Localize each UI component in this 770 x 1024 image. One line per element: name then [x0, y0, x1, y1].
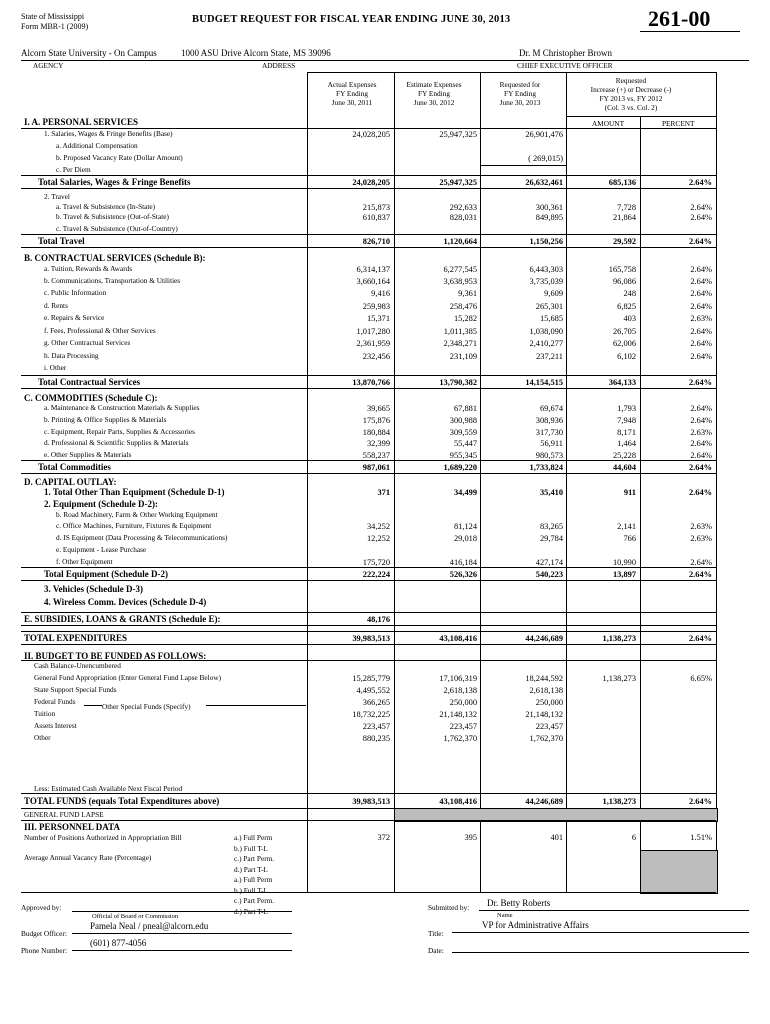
- row-value-c5: 2.64%: [688, 178, 712, 187]
- row-value-c1: 371: [377, 488, 390, 497]
- row-label: Total Travel: [38, 236, 85, 246]
- row-value-c5: 2.64%: [688, 378, 712, 387]
- row-value-c1: 15,285,779: [352, 674, 390, 683]
- row-rule: [21, 644, 716, 645]
- budget-officer-label: Budget Officer:: [21, 929, 67, 938]
- submitted-by-field[interactable]: [479, 898, 749, 911]
- row-label: c. Public Information: [44, 288, 107, 297]
- row-value-c2: 258,476: [449, 302, 477, 311]
- title-field[interactable]: [452, 920, 749, 933]
- total-funds-label: TOTAL FUNDS (equals Total Expenditures above): [24, 796, 220, 806]
- row-value-c3: 14,154,515: [525, 378, 563, 387]
- row-label: 1. Total Other Than Equipment (Schedule D-1): [44, 487, 225, 497]
- row-value-c4: 13,897: [612, 570, 636, 579]
- row-value-c2: 526,326: [449, 570, 477, 579]
- row-value-c4: 21,864: [612, 213, 636, 222]
- row-rule: [21, 625, 716, 626]
- row-value-c5: 2.64%: [690, 451, 712, 460]
- agency-address: 1000 ASU Drive Alcorn State, MS 39096: [181, 48, 331, 58]
- budget-officer-field[interactable]: [72, 921, 292, 934]
- row-value-c2: 828,031: [449, 213, 477, 222]
- row-value-c2: 25,947,325: [439, 178, 477, 187]
- row-value-c4: 1,138,273: [602, 634, 636, 643]
- row-value-c3: 849,895: [535, 213, 563, 222]
- row-value-c1: 15,371: [366, 314, 390, 323]
- grid-line: [566, 116, 716, 117]
- name-label: Name: [497, 912, 513, 919]
- row-value-c2: 2,348,271: [443, 339, 477, 348]
- vacancy-type: a.) Full Perm: [234, 875, 273, 884]
- address-label: ADDRESS: [262, 61, 296, 70]
- row-value-c1: 223,457: [362, 722, 390, 731]
- row-rule: [21, 188, 716, 189]
- grid-line: [716, 72, 717, 892]
- row-value-c4: 25,228: [612, 451, 636, 460]
- row-value-c4: 766: [623, 534, 636, 543]
- row-value-c1: 366,265: [362, 698, 390, 707]
- row-value-c5: 2.64%: [688, 463, 712, 472]
- row-value-c5: 2.64%: [690, 416, 712, 425]
- grid-line: [21, 793, 716, 794]
- row-label: I. A. PERSONAL SERVICES: [24, 117, 138, 127]
- positions-estimate: 395: [464, 833, 477, 842]
- row-value-c1: 1,017,280: [356, 327, 390, 336]
- col-change-header: Requested Increase (+) or Decrease (-) FY 2013 vs. FY 2012 (Col. 3 vs. Col. 2): [590, 76, 672, 112]
- row-value-c2: 250,000: [449, 698, 477, 707]
- row-value-c4: 248: [623, 289, 636, 298]
- row-rule: [21, 388, 716, 389]
- row-value-c1: 175,720: [362, 558, 390, 567]
- row-value-c2: 43,108,416: [439, 634, 477, 643]
- row-label: State Support Special Funds: [34, 685, 117, 694]
- row-rule: [21, 580, 716, 581]
- row-value-c3: 300,361: [535, 203, 563, 212]
- row-label: h. Data Processing: [44, 351, 99, 360]
- row-rule: [480, 165, 566, 166]
- row-value-c5: 2.63%: [690, 534, 712, 543]
- row-value-c1: 48,176: [366, 615, 390, 624]
- row-rule: [21, 175, 716, 176]
- row-value-c5: 2.64%: [690, 404, 712, 413]
- row-label: e. Other Supplies & Materials: [44, 450, 132, 459]
- row-value-c2: 1,011,385: [443, 327, 477, 336]
- agency-name: Alcorn State University - On Campus: [21, 48, 157, 58]
- row-value-c3: 1,150,256: [529, 237, 563, 246]
- row-value-c2: 300,988: [449, 416, 477, 425]
- row-value-c5: 2.64%: [690, 213, 712, 222]
- row-value-c1: 9,416: [371, 289, 390, 298]
- row-value-c3: 56,911: [540, 439, 563, 448]
- row-label: b. Travel & Subsistence (Out-of-State): [56, 212, 169, 221]
- row-value-c2: 21,148,132: [439, 710, 477, 719]
- grid-line: [21, 820, 716, 821]
- row-value-c2: 2,618,138: [443, 686, 477, 695]
- phone-value: (601) 877-4056: [90, 938, 147, 948]
- row-label: e. Equipment - Lease Purchase: [56, 545, 147, 554]
- row-value-c3: 18,244,592: [525, 674, 563, 683]
- row-value-c5: 2.63%: [690, 428, 712, 437]
- row-value-c1: 180,884: [362, 428, 390, 437]
- row-value-c2: 34,499: [453, 488, 477, 497]
- row-label: i. Other: [44, 363, 67, 372]
- row-value-c1: 18,732,225: [352, 710, 390, 719]
- row-value-c2: 25,947,325: [439, 130, 477, 139]
- row-value-c1: 24,028,205: [352, 130, 390, 139]
- row-value-c3: ( 269,015): [528, 154, 563, 163]
- less-cash-label: Less: Estimated Cash Available Next Fiscal Period: [34, 784, 183, 793]
- position-types: [234, 833, 274, 917]
- row-value-c5: 2.64%: [690, 302, 712, 311]
- row-label: a. Additional Compensation: [56, 141, 138, 150]
- row-label: b. Proposed Vacancy Rate (Dollar Amount): [56, 153, 183, 162]
- row-rule: [21, 375, 716, 376]
- row-label: 4. Wireless Comm. Devices (Schedule D-4): [44, 597, 207, 607]
- row-value-c1: 259,983: [362, 302, 390, 311]
- row-value-c2: 6,277,545: [443, 265, 477, 274]
- row-value-c1: 39,983,513: [352, 634, 390, 643]
- row-value-c5: 6.65%: [690, 674, 712, 683]
- col-amount-header: AMOUNT: [592, 119, 625, 128]
- row-label: Tuition: [34, 709, 56, 718]
- row-value-c4: 44,604: [612, 463, 636, 472]
- row-value-c1: 610,837: [362, 213, 390, 222]
- row-value-c4: 2,141: [617, 522, 636, 531]
- col-estimate-header: Estimate Expenses FY Ending June 30, 2012: [406, 80, 462, 107]
- row-value-c2: 955,345: [449, 451, 477, 460]
- date-field[interactable]: [452, 940, 749, 953]
- row-value-c2: 29,018: [453, 534, 477, 543]
- row-value-c3: 9,609: [544, 289, 563, 298]
- position-type: c.) Part Perm.: [234, 854, 275, 863]
- row-value-c2: 13,790,382: [439, 378, 477, 387]
- agency-label: AGENCY: [33, 61, 64, 70]
- row-label: E. SUBSIDIES, LOANS & GRANTS (Schedule E):: [24, 614, 221, 624]
- row-value-c3: 1,038,090: [529, 327, 563, 336]
- row-value-c4: 911: [623, 488, 636, 497]
- row-value-c2: 1,689,220: [443, 463, 477, 472]
- positions-actual: 372: [377, 833, 390, 842]
- budget-officer-value: Pamela Neal / pneal@alcorn.edu: [90, 921, 209, 931]
- row-value-c3: 308,936: [535, 416, 563, 425]
- row-value-c5: 2.64%: [690, 265, 712, 274]
- row-value-c1: 987,061: [362, 463, 390, 472]
- row-value-c3: 29,784: [539, 534, 563, 543]
- row-label: Total Commodities: [38, 462, 111, 472]
- row-value-c4: 8,171: [617, 428, 636, 437]
- row-rule: [21, 660, 716, 661]
- grid-line: [307, 72, 716, 73]
- form-number: Form MBR-1 (2009): [21, 22, 89, 31]
- row-label: b. Communications, Transportation & Utilities: [44, 276, 181, 285]
- header-rule: [21, 60, 749, 61]
- col-percent-header: PERCENT: [662, 119, 695, 128]
- row-value-c5: 2.63%: [690, 522, 712, 531]
- row-value-c4: 403: [623, 314, 636, 323]
- row-value-c5: 2.64%: [688, 488, 712, 497]
- row-label: 3. Vehicles (Schedule D-3): [44, 584, 143, 594]
- grid-line: [480, 72, 481, 892]
- row-label: Assets Interest: [34, 721, 77, 730]
- row-value-c3: 540,223: [535, 570, 563, 579]
- row-value-c3: 237,211: [536, 352, 563, 361]
- row-label: Total Equipment (Schedule D-2): [44, 569, 168, 579]
- row-label: g. Other Contractual Services: [44, 338, 131, 347]
- row-value-c1: 3,660,164: [356, 277, 390, 286]
- row-label: d. IS Equipment (Data Processing & Telecommunications): [56, 533, 228, 542]
- row-value-c1: 880,235: [362, 734, 390, 743]
- row-label: b. Printing & Office Supplies & Materials: [44, 415, 167, 424]
- row-value-c3: 250,000: [535, 698, 563, 707]
- row-value-c2: 223,457: [449, 722, 477, 731]
- vacancy-label: Average Annual Vacancy Rate (Percentage): [24, 853, 152, 862]
- ceo-name: Dr. M Christopher Brown: [519, 48, 612, 58]
- row-value-c1: 232,456: [362, 352, 390, 361]
- row-value-c3: 2,618,138: [529, 686, 563, 695]
- grid-line: [307, 72, 308, 892]
- row-label: e. Repairs & Service: [44, 313, 105, 322]
- row-rule: [21, 234, 716, 235]
- positions-percent: 1.51%: [690, 833, 712, 842]
- row-value-c4: 1,793: [617, 404, 636, 413]
- row-label: C. COMMODITIES (Schedule C):: [24, 393, 158, 403]
- row-value-c5: 2.64%: [688, 570, 712, 579]
- row-value-c3: 317,730: [535, 428, 563, 437]
- row-value-c2: 15,282: [453, 314, 477, 323]
- submitted-by-value: Dr. Betty Roberts: [487, 898, 551, 908]
- row-value-c3: 223,457: [535, 722, 563, 731]
- row-value-c2: 9,361: [458, 289, 477, 298]
- row-label: D. CAPITAL OUTLAY:: [24, 477, 117, 487]
- row-label: d. Rents: [44, 301, 68, 310]
- row-value-c2: 1,120,664: [443, 237, 477, 246]
- row-label: Total Contractual Services: [38, 377, 141, 387]
- row-value-c3: 15,685: [539, 314, 563, 323]
- row-rule: [21, 473, 716, 474]
- row-value-c5: 2.64%: [690, 327, 712, 336]
- row-value-c3: 6,443,303: [529, 265, 563, 274]
- row-value-c3: 83,265: [539, 522, 563, 531]
- row-value-c1: 39,665: [366, 404, 390, 413]
- row-value-c2: 231,109: [449, 352, 477, 361]
- row-value-c5: 2.64%: [690, 203, 712, 212]
- row-value-c2: 1,762,370: [443, 734, 477, 743]
- row-label: 2. Travel: [44, 192, 70, 201]
- row-value-c1: 34,252: [366, 522, 390, 531]
- row-label: a. Maintenance & Construction Materials & Supplies: [44, 403, 200, 412]
- row-value-c2: 309,559: [449, 428, 477, 437]
- row-label: c. Travel & Subsistence (Out-of-Country): [56, 224, 178, 233]
- row-value-c5: 2.64%: [690, 339, 712, 348]
- row-label: a. Travel & Subsistence (In-State): [56, 202, 156, 211]
- grid-line: [566, 72, 567, 892]
- row-value-c5: 2.64%: [690, 277, 712, 286]
- row-value-c5: 2.64%: [688, 634, 712, 643]
- row-value-c1: 4,495,552: [356, 686, 390, 695]
- vacancy-type: c.) Part Perm.: [234, 896, 275, 905]
- page-title: BUDGET REQUEST FOR FISCAL YEAR ENDING JUNE 30, 2013: [192, 14, 511, 25]
- row-value-c2: 81,124: [453, 522, 477, 531]
- row-value-c4: 62,006: [612, 339, 636, 348]
- row-value-c3: 69,674: [539, 404, 563, 413]
- row-value-c2: 17,106,319: [439, 674, 477, 683]
- position-type: a.) Full Perm: [234, 833, 273, 842]
- submitted-by-label: Submitted by:: [428, 903, 470, 912]
- grid-line: [21, 892, 716, 893]
- row-value-c4: 685,136: [608, 178, 636, 187]
- row-value-c4: 1,138,273: [602, 674, 636, 683]
- row-label: General Fund Appropriation (Enter General Fund Lapse Below): [34, 673, 222, 682]
- row-value-c4: 7,948: [617, 416, 636, 425]
- col-actual-header: Actual Expenses FY Ending June 30, 2011: [327, 80, 377, 107]
- phone-label: Phone Number:: [21, 946, 68, 955]
- row-label: Cash Balance-Unencumbered: [34, 661, 121, 670]
- row-rule: [21, 631, 716, 632]
- approved-by-label: Approved by:: [21, 903, 62, 912]
- row-rule: [21, 567, 716, 568]
- vacancy-type: d.) Part T-L: [234, 906, 268, 916]
- row-value-c1: 2,361,959: [356, 339, 390, 348]
- row-value-c3: 1,733,824: [529, 463, 563, 472]
- row-value-c3: 44,246,689: [525, 634, 563, 643]
- row-value-c1: 12,252: [366, 534, 390, 543]
- row-value-c3: 26,632,461: [525, 178, 563, 187]
- personnel-title: III. PERSONNEL DATA: [24, 822, 120, 832]
- code-underline: [640, 31, 740, 32]
- positions-label: Number of Positions Authorized in Appropriation Bill: [24, 833, 182, 842]
- grid-line: [206, 705, 306, 706]
- row-value-c5: 2.64%: [690, 558, 712, 567]
- position-type: b.) Full T-L: [234, 843, 268, 853]
- row-label: f. Fees, Professional & Other Services: [44, 326, 156, 335]
- row-value-c2: 292,633: [449, 203, 477, 212]
- row-rule: [21, 128, 716, 129]
- row-rule: [21, 460, 716, 461]
- total-funds-percent: 2.64%: [688, 797, 712, 806]
- form-code: 261-00: [648, 6, 711, 31]
- row-value-c5: 2.64%: [690, 289, 712, 298]
- row-label: c. Office Machines, Furniture, Fixtures & Equipment: [56, 521, 212, 530]
- row-value-c3: 1,762,370: [529, 734, 563, 743]
- row-label: f. Other Equipment: [56, 557, 113, 566]
- title-value: VP for Administrative Affairs: [482, 920, 589, 930]
- row-value-c5: 2.64%: [688, 237, 712, 246]
- approved-by-line[interactable]: [72, 911, 292, 912]
- row-value-c1: 6,314,137: [356, 265, 390, 274]
- row-label: d. Professional & Scientific Supplies & Materials: [44, 438, 189, 447]
- row-value-c3: 427,174: [535, 558, 563, 567]
- row-value-c4: 7,728: [617, 203, 636, 212]
- row-value-c2: 67,881: [453, 404, 477, 413]
- row-value-c4: 165,758: [608, 265, 636, 274]
- row-value-c5: 2.64%: [690, 352, 712, 361]
- row-label: c. Per Diem: [56, 165, 91, 174]
- row-label: Other: [34, 733, 51, 742]
- position-type: d.) Part T-L: [234, 864, 268, 874]
- title-label: Title:: [428, 929, 444, 938]
- row-value-c4: 6,825: [617, 302, 636, 311]
- vacancy-type: b.) Full T-L: [234, 885, 268, 895]
- row-label: 2. Equipment (Schedule D-2):: [44, 499, 159, 509]
- row-value-c3: 980,573: [535, 451, 563, 460]
- row-value-c1: 13,870,766: [352, 378, 390, 387]
- row-value-c2: 416,184: [449, 558, 477, 567]
- row-value-c4: 364,133: [608, 378, 636, 387]
- row-value-c4: 29,592: [612, 237, 636, 246]
- row-label: Federal Funds: [34, 697, 76, 706]
- shaded-cell: [640, 850, 718, 894]
- row-value-c3: 2,410,277: [529, 339, 563, 348]
- row-label: a. Tuition, Rewards & Awards: [44, 264, 133, 273]
- row-value-c1: 826,710: [362, 237, 390, 246]
- row-label: II. BUDGET TO BE FUNDED AS FOLLOWS:: [24, 651, 207, 661]
- row-value-c1: 24,028,205: [352, 178, 390, 187]
- gf-lapse-label: GENERAL FUND LAPSE: [24, 810, 104, 819]
- row-value-c3: 35,410: [539, 488, 563, 497]
- other-special-funds-label: Other Special Funds (Specify): [102, 702, 191, 711]
- row-value-c5: 2.63%: [690, 314, 712, 323]
- row-label: B. CONTRACTUAL SERVICES (Schedule B):: [24, 253, 206, 263]
- total-funds-estimate: 43,108,416: [439, 797, 477, 806]
- row-value-c3: 21,148,132: [525, 710, 563, 719]
- row-value-c1: 558,237: [362, 451, 390, 460]
- ceo-label: CHIEF EXECUTIVE OFFICER: [517, 61, 613, 70]
- positions-requested: 401: [550, 833, 563, 842]
- row-value-c2: 3,638,953: [443, 277, 477, 286]
- row-label: 1. Salaries, Wages & Fringe Benefits (Base): [44, 129, 173, 138]
- row-value-c3: 3,735,039: [529, 277, 563, 286]
- row-value-c4: 96,086: [612, 277, 636, 286]
- row-value-c4: 26,705: [612, 327, 636, 336]
- state-label: State of Mississippi: [21, 12, 85, 21]
- total-funds-actual: 39,983,513: [352, 797, 390, 806]
- row-label: Total Salaries, Wages & Fringe Benefits: [38, 177, 191, 187]
- row-label: TOTAL EXPENDITURES: [24, 633, 127, 643]
- grid-line: [640, 116, 641, 892]
- row-value-c4: 1,464: [617, 439, 636, 448]
- row-label: b. Road Machinery, Farm & Other Working Equipment: [56, 510, 218, 519]
- total-funds-requested: 44,246,689: [525, 797, 563, 806]
- row-value-c3: 26,901,476: [525, 130, 563, 139]
- row-rule: [21, 247, 716, 248]
- row-rule: [21, 612, 716, 613]
- grid-line: [84, 705, 102, 706]
- row-value-c3: 265,301: [535, 302, 563, 311]
- total-funds-amount: 1,138,273: [602, 797, 636, 806]
- col-requested-header: Requested for FY Ending June 30, 2013: [499, 80, 541, 107]
- row-label: c. Equipment, Repair Parts, Supplies & Accessories: [44, 427, 195, 436]
- official-board-label: Official of Board or Commission: [92, 913, 179, 920]
- row-value-c5: 2.64%: [690, 439, 712, 448]
- positions-amount: 6: [631, 833, 636, 842]
- row-value-c1: 32,399: [366, 439, 390, 448]
- date-label: Date:: [428, 946, 444, 955]
- row-value-c4: 6,102: [617, 352, 636, 361]
- row-value-c1: 175,876: [362, 416, 390, 425]
- row-value-c2: 55,447: [453, 439, 477, 448]
- row-value-c4: 10,990: [612, 558, 636, 567]
- row-value-c1: 222,224: [362, 570, 390, 579]
- grid-line: [394, 72, 395, 892]
- phone-field[interactable]: [72, 938, 292, 951]
- row-value-c1: 215,873: [362, 203, 390, 212]
